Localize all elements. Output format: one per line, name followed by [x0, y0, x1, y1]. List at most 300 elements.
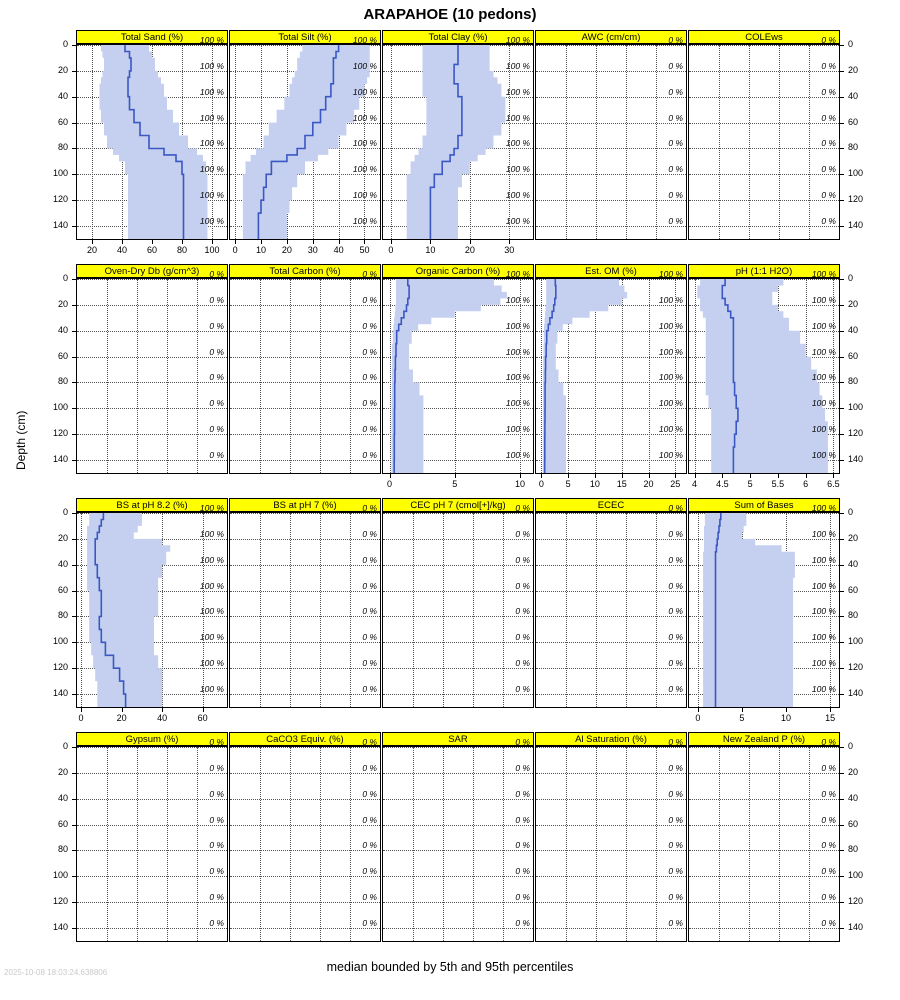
data-coverage-label: 100 % — [505, 372, 530, 383]
depth-gridline — [536, 616, 686, 617]
x-tick-label: 4 — [692, 479, 698, 489]
x-tick-label: 0 — [78, 713, 84, 723]
depth-gridline — [230, 902, 380, 903]
value-gridline — [260, 747, 261, 941]
data-coverage-label: 0 % — [821, 892, 836, 903]
data-coverage-label: 0 % — [668, 60, 683, 71]
panel-total-clay — [382, 30, 534, 240]
data-coverage-label: 0 % — [515, 840, 530, 851]
depth-tick — [72, 539, 76, 540]
x-tick — [750, 474, 751, 478]
value-gridline — [656, 513, 657, 707]
x-tick — [81, 708, 82, 712]
x-tick — [742, 708, 743, 712]
data-coverage-label: 100 % — [505, 60, 530, 71]
depth-tick-label: 60 — [57, 584, 68, 595]
depth-tick-label: 120 — [848, 428, 864, 439]
depth-gridline — [689, 45, 839, 46]
depth-tick-label: 80 — [57, 376, 68, 387]
depth-gridline — [230, 591, 380, 592]
depth-gridline — [77, 434, 227, 435]
depth-tick — [72, 434, 76, 435]
value-gridline — [320, 747, 321, 941]
data-coverage-label: 100 % — [811, 580, 836, 591]
depth-tick — [840, 799, 844, 800]
depth-gridline — [230, 279, 380, 280]
depth-tick-label: 140 — [52, 220, 68, 231]
depth-gridline — [689, 825, 839, 826]
x-tick — [391, 240, 392, 244]
data-coverage-label: 0 % — [362, 762, 377, 773]
x-tick — [509, 240, 510, 244]
depth-gridline — [230, 408, 380, 409]
depth-tick — [840, 642, 844, 643]
data-coverage-label: 100 % — [811, 684, 836, 695]
depth-tick — [72, 616, 76, 617]
depth-gridline — [77, 902, 227, 903]
depth-gridline — [536, 850, 686, 851]
depth-gridline — [536, 773, 686, 774]
data-coverage-label: 0 % — [362, 450, 377, 461]
data-coverage-label: 100 % — [658, 372, 683, 383]
x-axis — [76, 240, 228, 260]
panel-title-strip: COLEws — [688, 30, 840, 44]
x-tick — [830, 708, 831, 712]
depth-tick — [840, 850, 844, 851]
value-gridline — [626, 747, 627, 941]
depth-tick — [840, 174, 844, 175]
data-coverage-label: 100 % — [658, 269, 683, 279]
depth-tick — [72, 694, 76, 695]
depth-gridline — [536, 825, 686, 826]
depth-gridline — [536, 174, 686, 175]
depth-tick-label: 100 — [52, 402, 68, 413]
depth-tick — [72, 591, 76, 592]
x-tick — [698, 708, 699, 712]
panel-bs-at-ph-8-2 — [76, 498, 228, 708]
data-coverage-label: 0 % — [515, 580, 530, 591]
x-tick-label: 6 — [803, 479, 809, 489]
depth-gridline — [77, 305, 227, 306]
data-coverage-label: 100 % — [811, 294, 836, 305]
depth-gridline — [383, 850, 533, 851]
data-coverage-label: 0 % — [362, 580, 377, 591]
depth-tick-label: 40 — [848, 90, 859, 101]
depth-axis-right — [840, 741, 876, 941]
panel-title-strip: Oven-Dry Db (g/cm^3) — [76, 264, 228, 278]
x-tick-label: 15 — [616, 479, 627, 489]
x-tick — [786, 708, 787, 712]
value-gridline — [656, 45, 657, 239]
depth-tick-label: 80 — [848, 610, 859, 621]
data-coverage-label: 100 % — [811, 398, 836, 409]
depth-tick-label: 0 — [62, 507, 68, 517]
value-gridline — [197, 279, 198, 473]
value-gridline — [473, 513, 474, 707]
depth-gridline — [383, 616, 533, 617]
data-coverage-label: 0 % — [668, 528, 683, 539]
data-coverage-label: 100 % — [352, 60, 377, 71]
data-coverage-label: 100 % — [658, 294, 683, 305]
depth-tick-label: 0 — [848, 507, 854, 517]
panel-caco3-equiv — [229, 732, 381, 942]
data-coverage-label: 0 % — [209, 762, 224, 773]
depth-tick — [840, 539, 844, 540]
depth-tick — [72, 357, 76, 358]
data-coverage-label: 0 % — [362, 918, 377, 929]
depth-tick — [72, 928, 76, 929]
depth-gridline — [689, 799, 839, 800]
data-coverage-label: 100 % — [811, 554, 836, 565]
depth-gridline — [536, 591, 686, 592]
x-tick-label: 5 — [565, 479, 571, 489]
depth-gridline — [230, 565, 380, 566]
data-coverage-label: 0 % — [821, 138, 836, 149]
y-axis-label: Depth (cm) — [14, 410, 28, 470]
data-coverage-label: 100 % — [658, 398, 683, 409]
depth-tick-label: 60 — [57, 116, 68, 127]
depth-gridline — [536, 71, 686, 72]
depth-gridline — [689, 123, 839, 124]
data-coverage-label: 100 % — [352, 164, 377, 175]
x-tick-label: 10 — [514, 479, 525, 489]
data-coverage-label: 100 % — [199, 554, 224, 565]
data-coverage-label: 0 % — [209, 918, 224, 929]
depth-tick — [840, 747, 844, 748]
depth-tick-label: 80 — [57, 610, 68, 621]
x-tick-label: 25 — [670, 479, 681, 489]
depth-gridline — [230, 305, 380, 306]
value-gridline — [167, 747, 168, 941]
data-coverage-label: 100 % — [199, 216, 224, 227]
data-coverage-label: 100 % — [352, 35, 377, 45]
data-coverage-label: 100 % — [811, 269, 836, 279]
panel-title-strip: CaCO3 Equiv. (%) — [229, 732, 381, 746]
x-tick — [364, 240, 365, 244]
x-tick — [806, 474, 807, 478]
depth-gridline — [383, 773, 533, 774]
value-gridline — [596, 45, 597, 239]
x-tick — [122, 240, 123, 244]
data-coverage-label: 0 % — [209, 372, 224, 383]
data-coverage-label: 0 % — [515, 606, 530, 617]
depth-gridline — [383, 668, 533, 669]
depth-gridline — [230, 747, 380, 748]
x-tick — [675, 474, 676, 478]
data-coverage-label: 100 % — [811, 528, 836, 539]
data-coverage-label: 100 % — [505, 294, 530, 305]
x-tick-label: 60 — [146, 245, 157, 255]
depth-tick — [840, 773, 844, 774]
x-tick-label: 10 — [425, 245, 436, 255]
depth-gridline — [536, 902, 686, 903]
panel-title-strip: SAR — [382, 732, 534, 746]
depth-tick-label: 120 — [848, 194, 864, 205]
panel-cec-ph-7-cmol-kg — [382, 498, 534, 708]
panel-title-strip: ECEC — [535, 498, 687, 512]
panel-title-strip: Total Clay (%) — [382, 30, 534, 44]
depth-tick — [840, 902, 844, 903]
depth-tick — [840, 331, 844, 332]
depth-gridline — [536, 123, 686, 124]
depth-tick — [72, 513, 76, 514]
data-coverage-label: 0 % — [821, 840, 836, 851]
value-gridline — [626, 45, 627, 239]
panel-total-silt — [229, 30, 381, 240]
depth-tick-label: 60 — [848, 350, 859, 361]
depth-gridline — [536, 876, 686, 877]
depth-tick — [840, 71, 844, 72]
depth-tick — [840, 200, 844, 201]
panel-organic-carbon — [382, 264, 534, 474]
data-coverage-label: 0 % — [362, 788, 377, 799]
x-tick-label: 30 — [307, 245, 318, 255]
value-gridline — [809, 747, 810, 941]
depth-tick-label: 40 — [57, 558, 68, 569]
depth-gridline — [689, 773, 839, 774]
depth-tick-label: 0 — [848, 273, 854, 283]
data-coverage-label: 0 % — [668, 554, 683, 565]
value-gridline — [656, 747, 657, 941]
depth-tick-label: 140 — [52, 922, 68, 933]
data-coverage-label: 0 % — [515, 866, 530, 877]
x-tick-label: 40 — [157, 713, 168, 723]
x-tick — [430, 240, 431, 244]
depth-gridline — [230, 539, 380, 540]
value-gridline — [290, 513, 291, 707]
depth-tick — [840, 408, 844, 409]
x-tick — [595, 474, 596, 478]
data-coverage-label: 0 % — [821, 737, 836, 747]
data-coverage-label: 100 % — [505, 190, 530, 201]
depth-gridline — [77, 357, 227, 358]
panel-title-strip: AWC (cm/cm) — [535, 30, 687, 44]
depth-gridline — [383, 513, 533, 514]
data-coverage-label: 100 % — [199, 658, 224, 669]
x-tick — [287, 240, 288, 244]
depth-tick-label: 120 — [848, 662, 864, 673]
depth-tick-label: 80 — [57, 844, 68, 855]
value-gridline — [503, 513, 504, 707]
value-gridline — [320, 279, 321, 473]
depth-tick-label: 60 — [848, 584, 859, 595]
depth-tick-label: 80 — [57, 142, 68, 153]
data-coverage-label: 100 % — [199, 35, 224, 45]
x-tick-label: 30 — [504, 245, 515, 255]
depth-tick-label: 40 — [57, 90, 68, 101]
depth-gridline — [383, 902, 533, 903]
data-coverage-label: 100 % — [505, 216, 530, 227]
depth-tick-label: 0 — [848, 741, 854, 751]
x-tick-label: 5 — [452, 479, 458, 489]
depth-gridline — [77, 331, 227, 332]
panel-title-strip: CEC pH 7 (cmol[+]/kg) — [382, 498, 534, 512]
data-coverage-label: 0 % — [668, 35, 683, 45]
data-coverage-label: 0 % — [362, 840, 377, 851]
depth-tick-label: 0 — [62, 273, 68, 283]
depth-tick — [840, 226, 844, 227]
depth-tick — [72, 460, 76, 461]
depth-tick-label: 40 — [848, 324, 859, 335]
depth-tick — [72, 668, 76, 669]
data-coverage-label: 0 % — [668, 918, 683, 929]
value-gridline — [779, 45, 780, 239]
x-tick — [568, 474, 569, 478]
data-coverage-label: 100 % — [658, 320, 683, 331]
depth-tick-label: 40 — [848, 792, 859, 803]
depth-tick-label: 80 — [848, 844, 859, 855]
depth-gridline — [536, 200, 686, 201]
depth-gridline — [536, 148, 686, 149]
value-gridline — [719, 747, 720, 941]
panel-title-strip: Al Saturation (%) — [535, 732, 687, 746]
depth-gridline — [77, 850, 227, 851]
value-gridline — [290, 279, 291, 473]
depth-tick-label: 120 — [52, 194, 68, 205]
value-gridline — [779, 747, 780, 941]
data-coverage-label: 0 % — [362, 866, 377, 877]
x-tick — [122, 708, 123, 712]
depth-tick-label: 120 — [52, 662, 68, 673]
data-coverage-label: 0 % — [515, 554, 530, 565]
data-coverage-label: 0 % — [668, 138, 683, 149]
value-gridline — [320, 513, 321, 707]
value-gridline — [566, 45, 567, 239]
data-coverage-label: 0 % — [668, 112, 683, 123]
value-gridline — [290, 747, 291, 941]
data-coverage-label: 0 % — [821, 164, 836, 175]
data-coverage-label: 100 % — [505, 35, 530, 45]
depth-gridline — [230, 825, 380, 826]
panel-sum-of-bases — [688, 498, 840, 708]
data-coverage-label: 0 % — [515, 814, 530, 825]
data-coverage-label: 0 % — [668, 632, 683, 643]
depth-gridline — [383, 876, 533, 877]
data-coverage-label: 0 % — [209, 424, 224, 435]
depth-gridline — [689, 850, 839, 851]
data-coverage-label: 0 % — [515, 684, 530, 695]
data-coverage-label: 0 % — [821, 918, 836, 929]
value-gridline — [473, 747, 474, 941]
depth-tick — [840, 616, 844, 617]
data-coverage-label: 100 % — [658, 450, 683, 461]
depth-tick-label: 140 — [52, 688, 68, 699]
data-coverage-label: 0 % — [209, 892, 224, 903]
panel-total-sand — [76, 30, 228, 240]
x-tick-label: 80 — [176, 245, 187, 255]
data-coverage-label: 100 % — [199, 606, 224, 617]
depth-axis-right — [840, 273, 876, 473]
data-coverage-label: 0 % — [209, 294, 224, 305]
x-axis — [382, 474, 534, 494]
panel-new-zealand-p — [688, 732, 840, 942]
x-tick-label: 5 — [739, 713, 745, 723]
data-coverage-label: 0 % — [668, 684, 683, 695]
depth-tick — [72, 200, 76, 201]
data-coverage-label: 0 % — [515, 892, 530, 903]
depth-gridline — [77, 382, 227, 383]
depth-tick — [72, 799, 76, 800]
x-axis — [382, 240, 534, 260]
depth-gridline — [77, 408, 227, 409]
depth-gridline — [689, 928, 839, 929]
data-coverage-label: 0 % — [362, 814, 377, 825]
data-coverage-label: 0 % — [668, 788, 683, 799]
depth-gridline — [77, 773, 227, 774]
x-tick-label: 10 — [589, 479, 600, 489]
depth-tick — [72, 902, 76, 903]
depth-gridline — [536, 799, 686, 800]
x-tick-label: 10 — [256, 245, 267, 255]
data-coverage-label: 0 % — [668, 866, 683, 877]
data-coverage-label: 0 % — [821, 112, 836, 123]
data-coverage-label: 0 % — [209, 450, 224, 461]
data-coverage-label: 0 % — [515, 632, 530, 643]
data-coverage-label: 0 % — [821, 814, 836, 825]
x-tick-label: 0 — [695, 713, 701, 723]
value-gridline — [596, 747, 597, 941]
data-coverage-label: 100 % — [505, 398, 530, 409]
depth-tick — [72, 565, 76, 566]
x-tick — [695, 474, 696, 478]
depth-tick-label: 80 — [848, 142, 859, 153]
depth-tick — [840, 357, 844, 358]
depth-tick — [840, 460, 844, 461]
depth-tick-label: 40 — [848, 558, 859, 569]
x-tick-label: 50 — [359, 245, 370, 255]
depth-tick — [72, 305, 76, 306]
data-coverage-label: 100 % — [505, 164, 530, 175]
panel-al-saturation — [535, 732, 687, 942]
depth-tick — [840, 45, 844, 46]
depth-tick — [72, 408, 76, 409]
data-coverage-label: 100 % — [352, 138, 377, 149]
x-tick — [470, 240, 471, 244]
data-coverage-label: 0 % — [515, 762, 530, 773]
value-gridline — [749, 45, 750, 239]
x-tick-label: 0 — [538, 479, 544, 489]
value-gridline — [137, 747, 138, 941]
x-tick-label: 20 — [643, 479, 654, 489]
depth-gridline — [230, 642, 380, 643]
data-coverage-label: 100 % — [811, 372, 836, 383]
data-coverage-label: 0 % — [821, 35, 836, 45]
depth-gridline — [536, 226, 686, 227]
x-tick — [339, 240, 340, 244]
data-coverage-label: 0 % — [821, 216, 836, 227]
data-coverage-label: 0 % — [668, 190, 683, 201]
depth-tick — [72, 226, 76, 227]
panel-title-strip: Total Silt (%) — [229, 30, 381, 44]
depth-gridline — [230, 460, 380, 461]
depth-gridline — [383, 799, 533, 800]
depth-tick-label: 20 — [57, 298, 68, 309]
depth-tick-label: 60 — [848, 116, 859, 127]
depth-gridline — [230, 876, 380, 877]
data-coverage-label: 0 % — [362, 684, 377, 695]
value-gridline — [809, 45, 810, 239]
depth-gridline — [689, 97, 839, 98]
panel-sar — [382, 732, 534, 942]
data-coverage-label: 0 % — [515, 737, 530, 747]
depth-gridline — [383, 694, 533, 695]
data-coverage-label: 0 % — [668, 658, 683, 669]
depth-gridline — [536, 513, 686, 514]
depth-tick-label: 40 — [57, 792, 68, 803]
data-coverage-label: 0 % — [362, 737, 377, 747]
x-tick-label: 5 — [747, 479, 753, 489]
depth-tick — [72, 747, 76, 748]
